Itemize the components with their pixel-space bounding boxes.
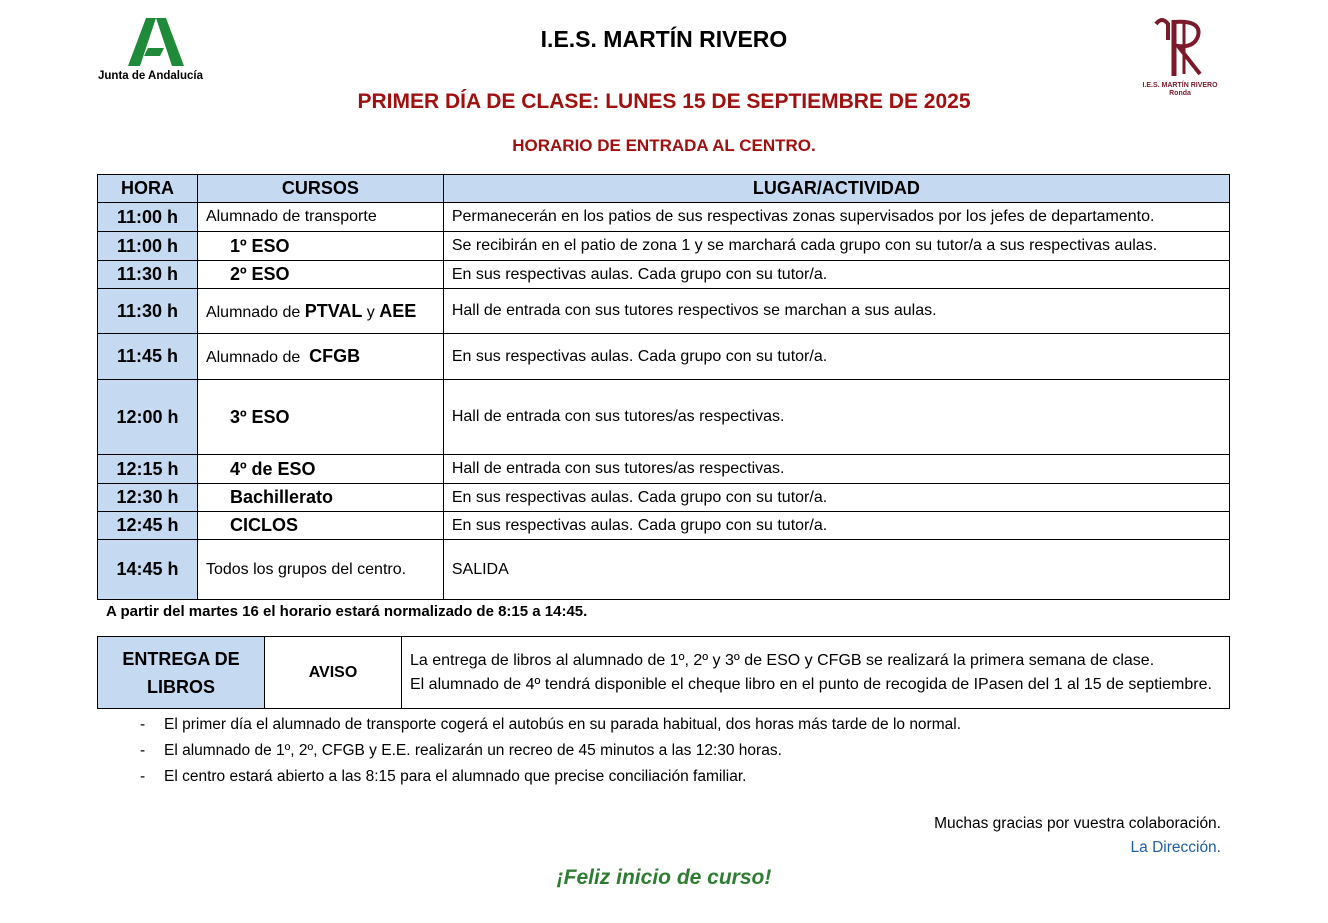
curso-cell: Todos los grupos del centro. [197,540,443,600]
hora-cell: 11:00 h [98,203,198,232]
lugar-cell: Hall de entrada con sus tutores/as respectivas. [443,380,1229,455]
hora-cell: 12:00 h [98,380,198,455]
schedule-table [97,174,1230,600]
curso-joiner: y [362,303,380,321]
books-table [97,636,1230,709]
school-r-icon [1150,16,1210,78]
table-row [98,380,1230,455]
lugar-cell: En sus respectivas aulas. Cada grupo con su tutor/a. [443,261,1229,289]
list-item: - El centro estará abierto a las 8:15 para el alumnado que precise conciliación familiar. [140,768,747,785]
table-row [98,334,1230,380]
curso-cell [197,232,443,261]
notes-list [140,712,961,790]
table-row [98,512,1230,540]
school-logo-label: I.E.S. MARTÍN RIVERO [1142,82,1218,89]
schedule-note: A partir del martes 16 el horario estará normalizado de 8:15 a 14:45. [106,603,588,620]
list-item: - El primer día el alumnado de transporte cogerá el autobús en su parada habitual, dos horas más tarde de lo normal. [140,716,962,733]
curso-cfgb: CFGB [309,346,361,366]
closing-message: ¡Feliz inicio de curso! [556,866,772,889]
curso-ptval: PTVAL [304,300,363,321]
lugar-cell: Hall de entrada con sus tutores/as respectivas. [443,455,1229,484]
curso-label: CICLOS [229,515,298,535]
lugar-cell: Hall de entrada con sus tutores respectivos se marchan a sus aulas. [443,289,1229,334]
table-row [98,289,1230,334]
hora-cell: 11:00 h [98,232,198,261]
header-lugar: LUGAR/ACTIVIDAD [443,175,1229,203]
table-row [98,455,1230,484]
curso-label: 3º ESO [229,406,290,427]
curso-label: 2º ESO [229,264,290,284]
hora-cell: 11:45 h [98,334,198,380]
curso-cell [197,289,443,334]
table-row [98,540,1230,600]
list-item-text: El centro estará abierto a las 8:15 para el alumnado que precise conciliación familiar. [164,768,747,785]
lugar-cell: Se recibirán en el patio de zona 1 y se marchará cada grupo con su tutor/a a sus respectivas aulas. [443,232,1229,261]
lugar-cell: En sus respectivas aulas. Cada grupo con su tutor/a. [443,512,1229,540]
header-cursos: CURSOS [197,175,443,203]
curso-prefix: Alumnado de [205,349,310,366]
books-label: ENTREGA DE LIBROS [98,637,265,709]
books-line-2: El alumnado de 4º tendrá disponible el cheque libro en el punto de recogida de IPasen del 1 al 15 de septiembre. [410,675,1212,693]
curso-cell: Alumnado de transporte [197,203,443,232]
hora-cell: 12:15 h [98,455,198,484]
curso-aee: AEE [379,300,417,321]
schedule-section-title: HORARIO DE ENTRADA AL CENTRO. [512,136,816,155]
curso-cell [197,380,443,455]
table-row [98,261,1230,289]
curso-label: 4º de ESO [229,458,316,479]
first-day-title: PRIMER DÍA DE CLASE: LUNES 15 DE SEPTIEMBRE DE 2025 [357,90,971,113]
junta-logo-label: Junta de Andalucía [98,70,204,82]
list-item-text: El primer día el alumnado de transporte cogerá el autobús en su parada habitual, dos horas más tarde de lo normal. [164,716,962,733]
lugar-cell: En sus respectivas aulas. Cada grupo con su tutor/a. [443,484,1229,512]
curso-cell [197,484,443,512]
curso-prefix: Alumnado de [205,303,305,321]
curso-cell [197,334,443,380]
curso-cell [197,261,443,289]
header-hora: HORA [98,175,198,203]
curso-cell [197,455,443,484]
curso-label: 1º ESO [229,235,290,256]
books-line-1: La entrega de libros al alumnado de 1º, 2º y 3º de ESO y CFGB se realizará la primera semana de clase. [410,651,1155,669]
lugar-cell: En sus respectivas aulas. Cada grupo con su tutor/a. [443,334,1229,380]
school-logo-city: Ronda [1169,90,1191,97]
hora-cell: 11:30 h [98,261,198,289]
school-title: I.E.S. MARTÍN RIVERO [540,26,788,52]
signature: La Dirección. [1130,839,1221,856]
curso-cell [197,512,443,540]
hora-cell: 12:45 h [98,512,198,540]
table-row [98,484,1230,512]
lugar-cell: Permanecerán en los patios de sus respectivas zonas supervisados por los jefes de departamento. [443,203,1229,232]
books-row [98,637,1230,709]
table-row [98,232,1230,261]
books-aviso: AVISO [265,637,402,709]
hora-cell: 12:30 h [98,484,198,512]
schedule-header-row [98,175,1230,203]
list-item: - El alumnado de 1º, 2º, CFGB y E.E. realizarán un recreo de 45 minutos a las 12:30 horas. [140,742,782,759]
hora-cell: 14:45 h [98,540,198,600]
table-row [98,203,1230,232]
lugar-cell: SALIDA [443,540,1229,600]
hora-cell: 11:30 h [98,289,198,334]
curso-label: Bachillerato [229,487,333,507]
list-item-text: El alumnado de 1º, 2º, CFGB y E.E. realizarán un recreo de 45 minutos a las 12:30 horas. [164,742,782,759]
thanks-text: Muchas gracias por vuestra colaboración. [934,815,1221,832]
books-text [402,637,1230,709]
